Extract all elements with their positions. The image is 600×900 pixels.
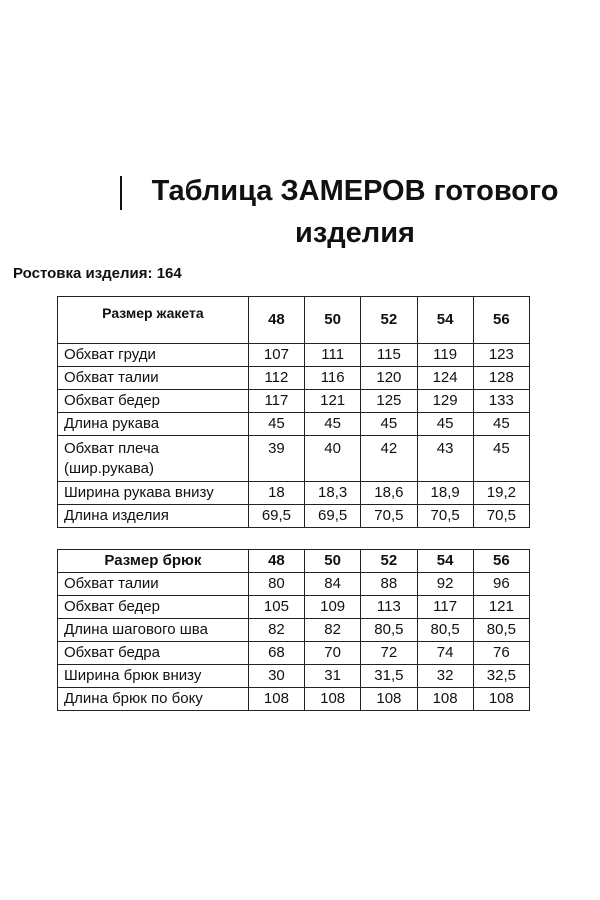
row-label-line1: Обхват плеча <box>64 439 159 457</box>
table-row <box>58 436 530 482</box>
cell-value: 111 <box>305 344 361 367</box>
cell-value: 42 <box>361 436 417 482</box>
jacket-size-header: 48 <box>248 297 304 344</box>
cell-value: 80,5 <box>473 619 529 642</box>
cell-value: 80,5 <box>417 619 473 642</box>
jacket-header-row <box>58 297 530 344</box>
row-label <box>58 436 249 482</box>
cell-value: 31,5 <box>361 665 417 688</box>
row-label: Обхват бедра <box>58 642 249 665</box>
table-row <box>58 619 530 642</box>
cell-value: 108 <box>248 688 304 711</box>
cell-value: 113 <box>361 596 417 619</box>
row-label: Обхват талии <box>58 367 249 390</box>
row-label: Длина брюк по боку <box>58 688 249 711</box>
cell-value: 18 <box>248 482 304 505</box>
cell-value: 69,5 <box>305 505 361 528</box>
pants-size-header: 48 <box>248 550 304 573</box>
cell-value: 30 <box>248 665 304 688</box>
cell-value: 115 <box>361 344 417 367</box>
page-title-line2: изделия <box>295 217 415 249</box>
pants-size-header: 56 <box>473 550 529 573</box>
cell-value: 18,3 <box>305 482 361 505</box>
cell-value: 117 <box>248 390 304 413</box>
cell-value: 80,5 <box>361 619 417 642</box>
cell-value: 18,9 <box>417 482 473 505</box>
pants-size-table <box>57 549 530 711</box>
row-label: Ширина брюк внизу <box>58 665 249 688</box>
row-label: Длина изделия <box>58 505 249 528</box>
cell-value: 105 <box>248 596 304 619</box>
table-row <box>58 482 530 505</box>
cell-value: 19,2 <box>473 482 529 505</box>
cell-value: 123 <box>473 344 529 367</box>
cell-value: 96 <box>473 573 529 596</box>
table-row <box>58 344 530 367</box>
cell-value: 72 <box>361 642 417 665</box>
height-label: Ростовка изделия: 164 <box>13 265 182 282</box>
cell-value: 45 <box>305 413 361 436</box>
table-row <box>58 688 530 711</box>
row-label: Ширина рукава внизу <box>58 482 249 505</box>
cell-value: 40 <box>305 436 361 482</box>
cell-value: 121 <box>473 596 529 619</box>
cell-value: 43 <box>417 436 473 482</box>
cell-value: 45 <box>248 413 304 436</box>
cell-value: 70,5 <box>417 505 473 528</box>
cell-value: 88 <box>361 573 417 596</box>
pants-size-header: 50 <box>305 550 361 573</box>
cell-value: 109 <box>305 596 361 619</box>
cell-value: 45 <box>473 413 529 436</box>
cell-value: 92 <box>417 573 473 596</box>
row-label: Обхват бедер <box>58 596 249 619</box>
cell-value: 120 <box>361 367 417 390</box>
cell-value: 108 <box>473 688 529 711</box>
jacket-header-label: Размер жакета <box>58 297 249 344</box>
row-label: Длина шагового шва <box>58 619 249 642</box>
cell-value: 39 <box>248 436 304 482</box>
cell-value: 80 <box>248 573 304 596</box>
cell-value: 70 <box>305 642 361 665</box>
table-row <box>58 596 530 619</box>
row-label: Обхват талии <box>58 573 249 596</box>
cell-value: 108 <box>305 688 361 711</box>
cell-value: 121 <box>305 390 361 413</box>
cell-value: 117 <box>417 596 473 619</box>
row-label-line2: (шир.рукава) <box>64 459 154 477</box>
cell-value: 76 <box>473 642 529 665</box>
cell-value: 119 <box>417 344 473 367</box>
cell-value: 32 <box>417 665 473 688</box>
cell-value: 82 <box>248 619 304 642</box>
row-label: Длина рукава <box>58 413 249 436</box>
cell-value: 108 <box>417 688 473 711</box>
cell-value: 68 <box>248 642 304 665</box>
cell-value: 84 <box>305 573 361 596</box>
cell-value: 129 <box>417 390 473 413</box>
cell-value: 45 <box>417 413 473 436</box>
cell-value: 116 <box>305 367 361 390</box>
table-row <box>58 665 530 688</box>
table-row <box>58 573 530 596</box>
cell-value: 74 <box>417 642 473 665</box>
jacket-size-table <box>57 296 530 528</box>
pants-header-label: Размер брюк <box>58 550 249 573</box>
cell-value: 107 <box>248 344 304 367</box>
jacket-size-header: 50 <box>305 297 361 344</box>
cell-value: 32,5 <box>473 665 529 688</box>
table-row <box>58 367 530 390</box>
table-row <box>58 642 530 665</box>
cell-value: 18,6 <box>361 482 417 505</box>
cell-value: 70,5 <box>361 505 417 528</box>
table-row <box>58 413 530 436</box>
row-label: Обхват груди <box>58 344 249 367</box>
cell-value: 133 <box>473 390 529 413</box>
cell-value: 70,5 <box>473 505 529 528</box>
pants-header-row <box>58 550 530 573</box>
table-row <box>58 390 530 413</box>
cell-value: 31 <box>305 665 361 688</box>
cell-value: 128 <box>473 367 529 390</box>
cell-value: 45 <box>473 436 529 482</box>
page-title <box>110 170 600 254</box>
table-row <box>58 505 530 528</box>
cell-value: 112 <box>248 367 304 390</box>
pants-size-header: 52 <box>361 550 417 573</box>
pants-size-header: 54 <box>417 550 473 573</box>
cell-value: 69,5 <box>248 505 304 528</box>
page-title-line1: Таблица ЗАМЕРОВ готового <box>151 175 559 207</box>
cell-value: 108 <box>361 688 417 711</box>
cell-value: 125 <box>361 390 417 413</box>
jacket-size-header: 52 <box>361 297 417 344</box>
row-label: Обхват бедер <box>58 390 249 413</box>
jacket-size-header: 54 <box>417 297 473 344</box>
cell-value: 124 <box>417 367 473 390</box>
jacket-size-header: 56 <box>473 297 529 344</box>
cell-value: 82 <box>305 619 361 642</box>
cell-value: 45 <box>361 413 417 436</box>
